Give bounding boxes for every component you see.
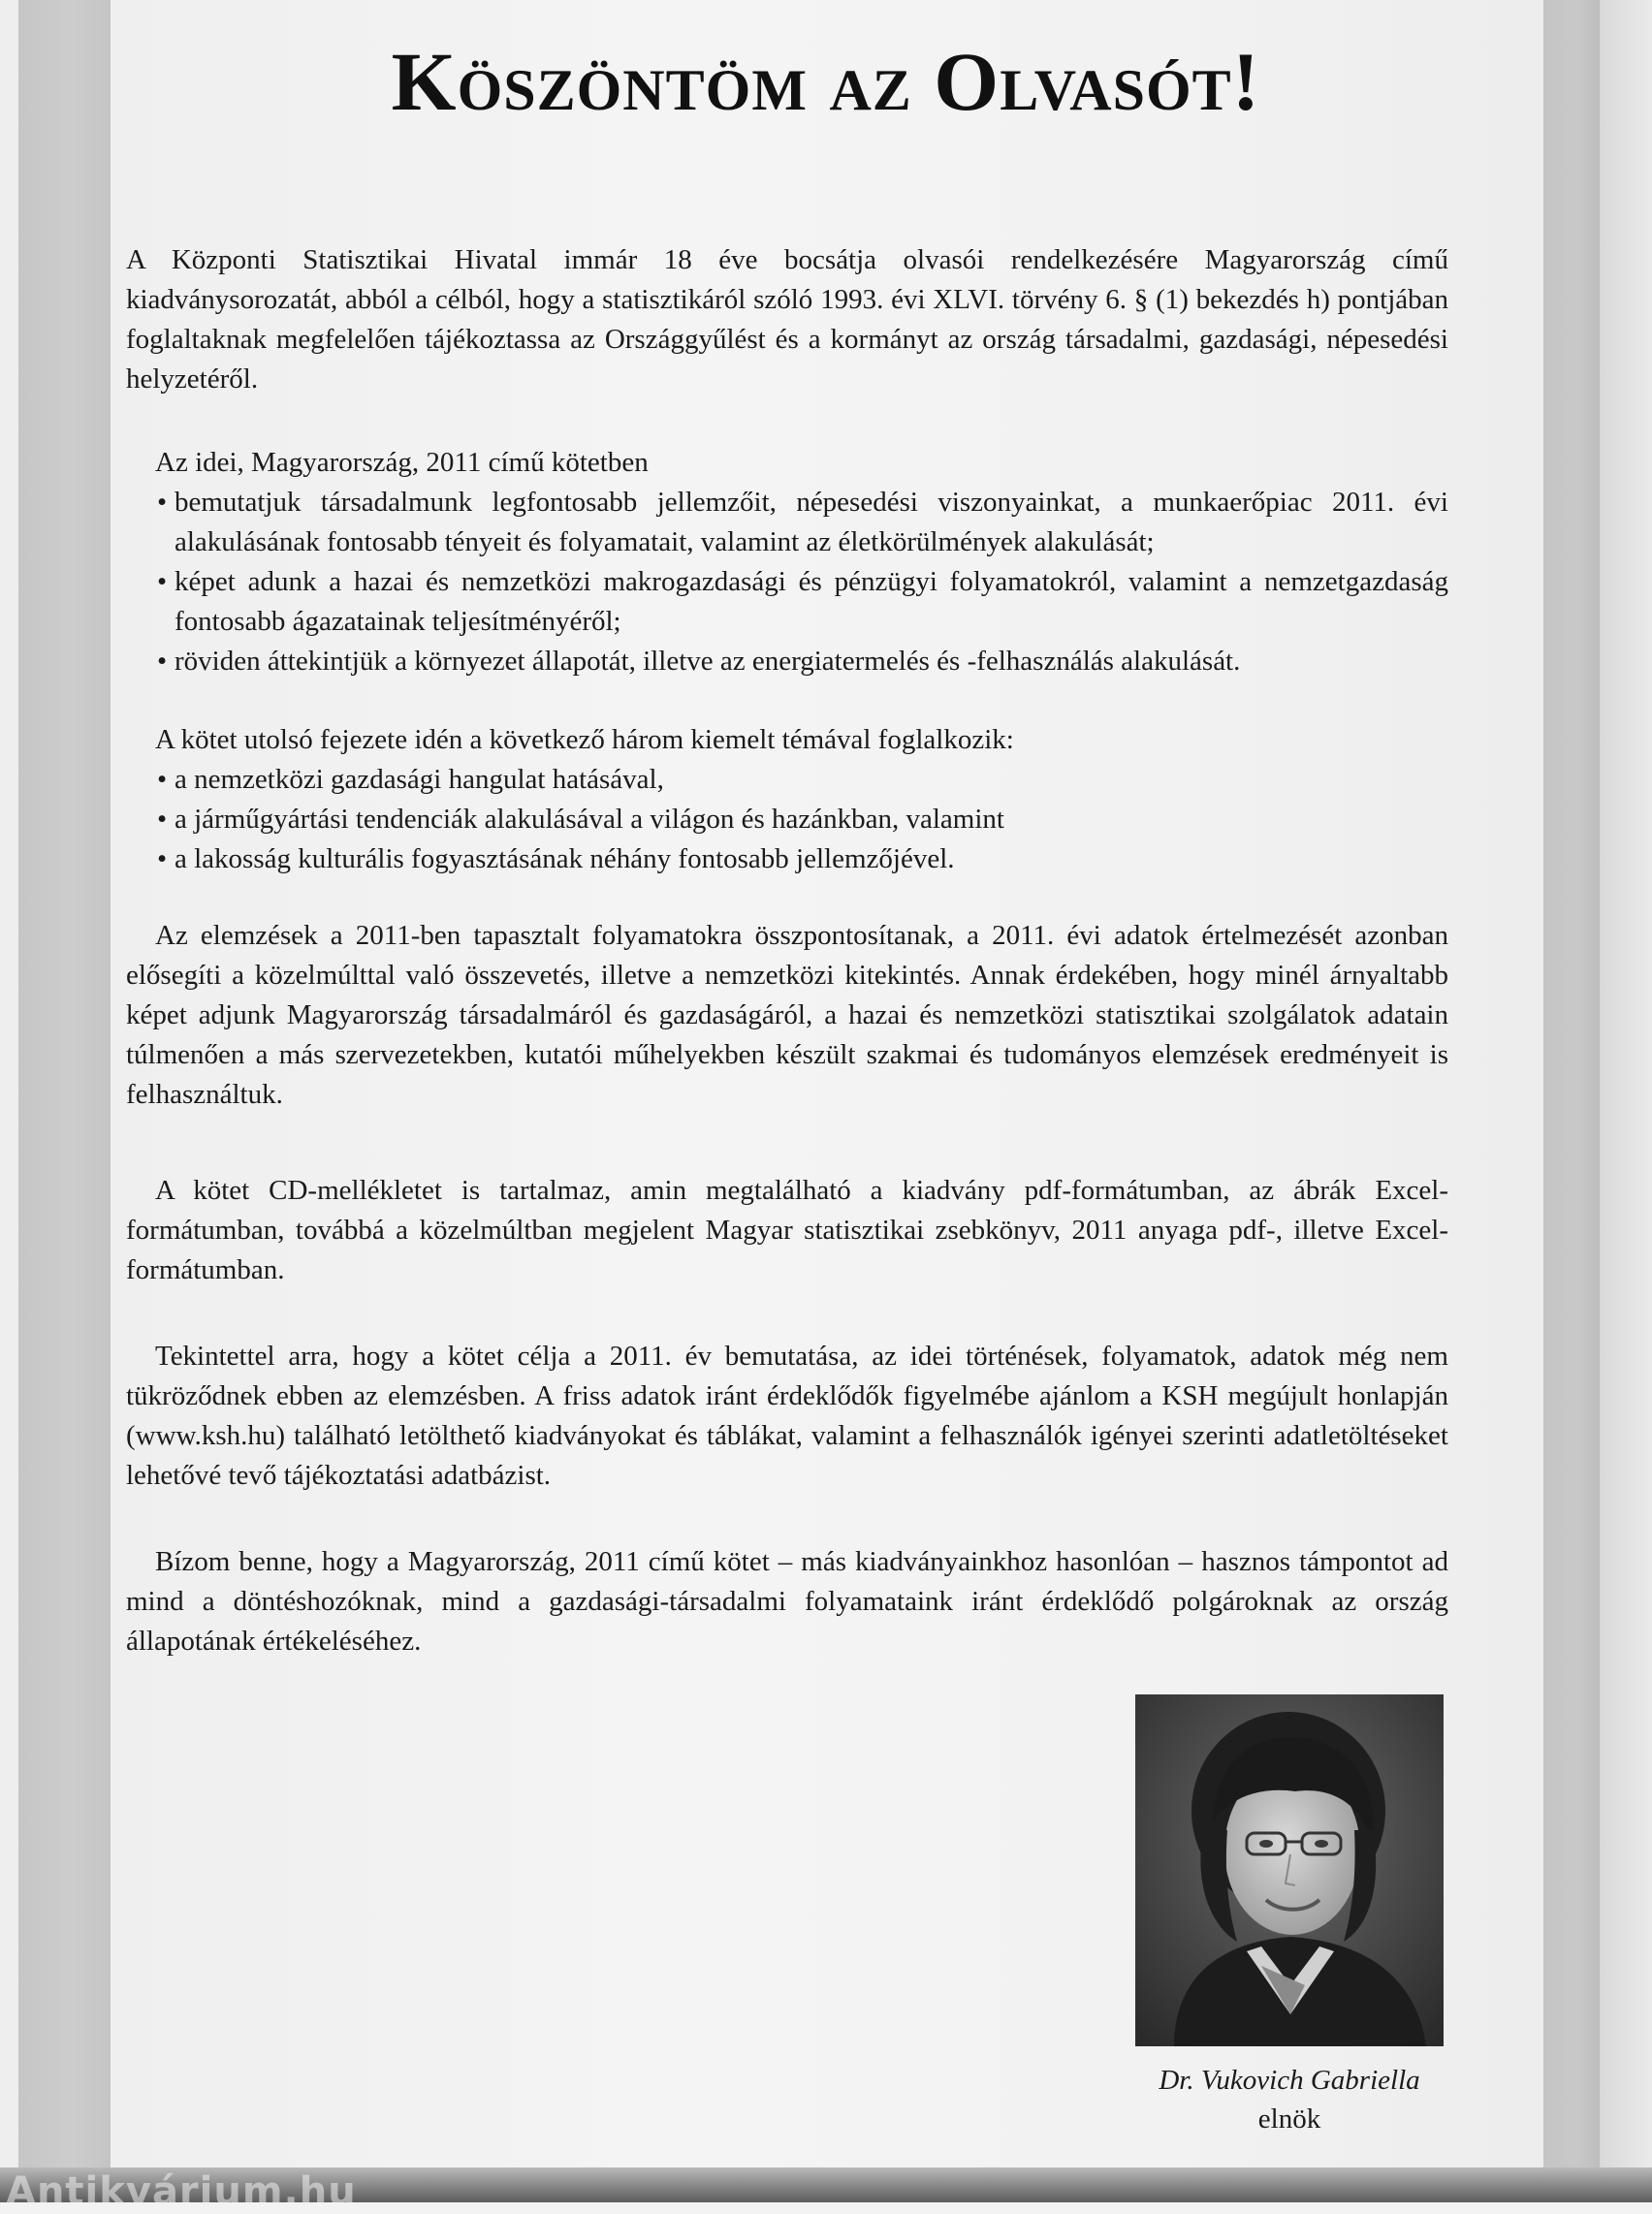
- page-edge: [1600, 0, 1652, 2202]
- closing-paragraph: Bízom benne, hogy a Magyarország, 2011 című kötet – más kiadványainkhoz hasonlóan – hasznos támpontot ad mind a döntéshozóknak, mind a gazdasági-társadalmi folyamataink iránt érdeklődő polgároknak az ország állapotának értékeléséhez.: [126, 1546, 1448, 1657]
- portrait-image: [1135, 1694, 1444, 2046]
- intro-paragraph: A Központi Statisztikai Hivatal immár 18 éve bocsátja olvasói rendelkezésére Magyarország című kiadványsorozatát, abból a célból, hogy a statisztikáról szóló 1993. évi XLVI. törvény 6. § (1) bekezdés h) pontjában foglaltaknak megfelelően tájékoztassa az Országgyűlést és a kormányt az ország társadalmi, gazdasági, népesedési helyzetéről.: [126, 244, 1448, 395]
- cd-paragraph: A kötet CD-mellékletet is tartalmaz, amin megtalálható a kiadvány pdf-formátumban, az ábrák Excel-formátumban, továbbá a közelmúltban megjelent Magyar statisztikai zsebkönyv, 2011 anyaga pdf-, illetve Excel-formátumban.: [126, 1175, 1448, 1285]
- signature-name: Dr. Vukovich Gabriella: [1159, 2065, 1420, 2096]
- list-item: • röviden áttekintjük a környezet állapotát, illetve az energiatermelés és -felhasználás alakulását.: [126, 642, 1448, 681]
- right-gray-margin: [1543, 0, 1600, 2171]
- volume-list: [126, 483, 1448, 681]
- latest-data-paragraph: Tekintettel arra, hogy a kötet célja a 2011. év bemutatása, az idei történések, folyamatok, adatok még nem tükröződnek ebben az elemzésben. A friss adatok iránt érdeklődők figyelmébe ajánlom a KSH megújult honlapján (www.ksh.hu) található letölthető kiadványokat és táblákat, valamint a felhasználók igényei szerinti adatletöltéseket lehetővé tevő tájékoztatási adatbázist.: [126, 1341, 1448, 1491]
- list-item: • a járműgyártási tendenciák alakulásával a világon és hazánkban, valamint: [126, 800, 1448, 839]
- chapter-list: [126, 760, 1448, 879]
- list-item: • a nemzetközi gazdasági hangulat hatásával,: [126, 760, 1448, 800]
- watermark-text: Antikvárium.hu: [6, 2169, 357, 2214]
- page-title: Köszöntöm az Olvasót!: [391, 35, 1261, 128]
- volume-lead: Az idei, Magyarország, 2011 című kötetben: [155, 447, 649, 478]
- portrait-photo: [1135, 1694, 1444, 2046]
- list-item: • bemutatjuk társadalmunk legfontosabb jellemzőit, népesedési viszonyainkat, a munkaerőpiac 2011. évi alakulásának fontosabb tényeit és folyamatait, valamint az életkörülmények alakulását;: [126, 483, 1448, 562]
- left-gray-margin: [18, 0, 111, 2202]
- list-item: • képet adunk a hazai és nemzetközi makrogazdasági és pénzügyi folyamatokról, valamint a nemzetgazdaság fontosabb ágazatainak teljesítményéről;: [126, 562, 1448, 642]
- signature-role: elnök: [1257, 2103, 1321, 2135]
- chapter-lead: A kötet utolsó fejezete idén a következő három kiemelt témával foglalkozik:: [155, 724, 1014, 755]
- list-item: • a lakosság kulturális fogyasztásának néhány fontosabb jellemzőjével.: [126, 839, 1448, 879]
- analysis-paragraph: Az elemzések a 2011-ben tapasztalt folyamatokra összpontosítanak, a 2011. évi adatok értelmezését azonban elősegíti a közelmúlttal való összevetés, illetve a nemzetközi kitekintés. Annak érdekében, hogy minél árnyaltabb képet adjunk Magyarország társadalmáról és gazdaságáról, a hazai és nemzetközi statisztikai szolgálatok adatain túlmenően a más szervezetekben, kutatói műhelyekben készült szakmai és tudományos elemzések eredményeit is felhasználtuk.: [126, 920, 1448, 1110]
